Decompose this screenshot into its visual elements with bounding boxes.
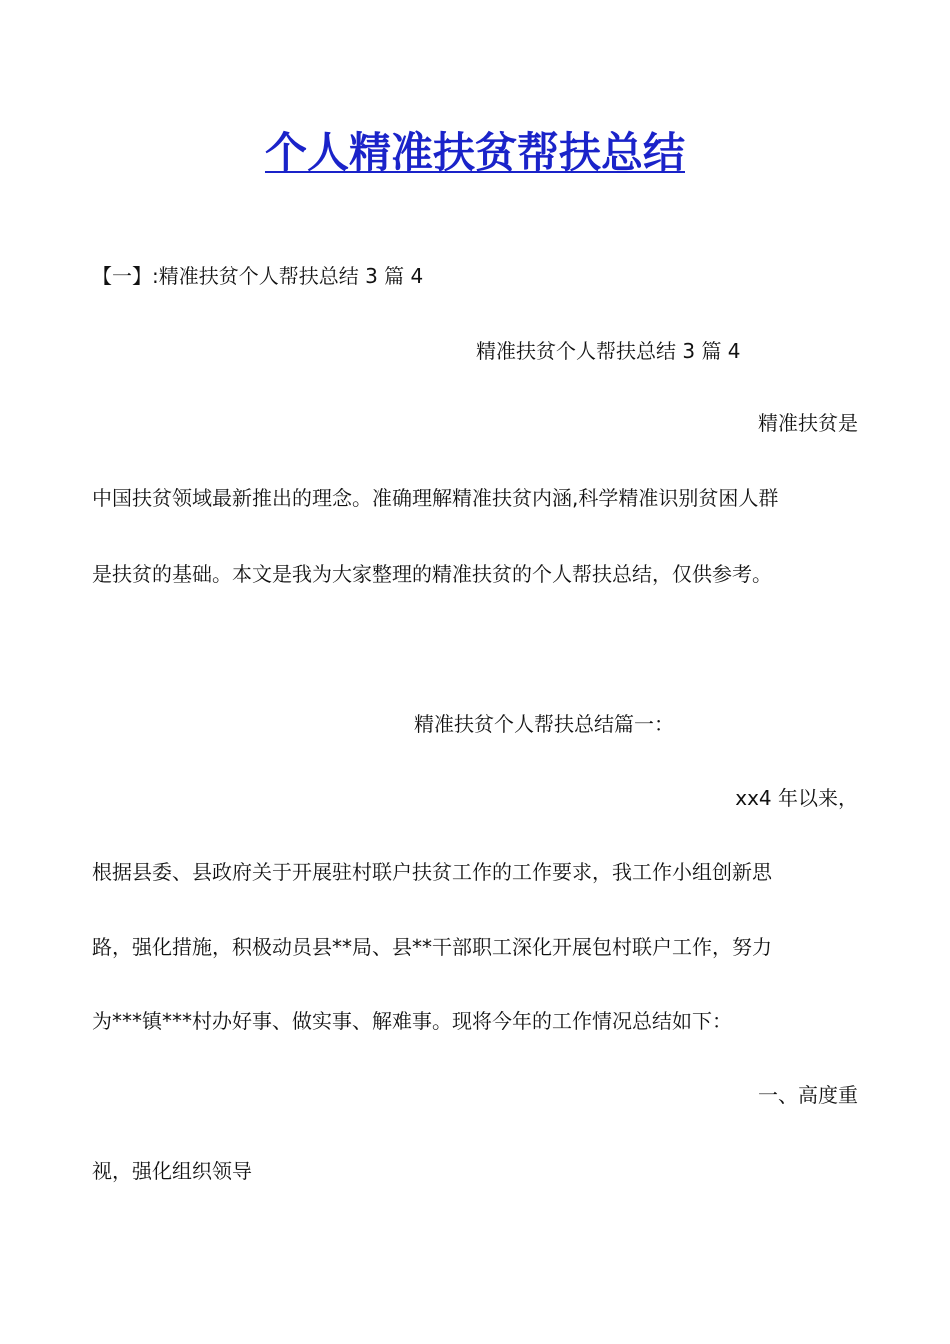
subtitle-line: 精准扶贫个人帮扶总结 3 篇 4 — [476, 339, 741, 363]
paragraph-line: 为***镇***村办好事、做实事、解难事。现将今年的工作情况总结如下： — [92, 1009, 732, 1033]
paragraph-line: 路，强化措施，积极动员县**局、县**干部职工深化开展包村联户工作，努力 — [92, 935, 772, 959]
paragraph-line: 一、高度重 — [758, 1083, 858, 1107]
paragraph-line: 视，强化组织领导 — [92, 1159, 252, 1183]
paragraph-line: 精准扶贫是 — [758, 411, 858, 435]
paragraph-line: 根据县委、县政府关于开展驻村联户扶贫工作的工作要求，我工作小组创新思 — [92, 860, 772, 884]
document-title: 个人精准扶贫帮扶总结 — [264, 128, 685, 177]
article-heading: 精准扶贫个人帮扶总结篇一： — [414, 712, 674, 736]
section-heading: 【一】:精准扶贫个人帮扶总结 3 篇 4 — [92, 264, 424, 288]
paragraph-line: 是扶贫的基础。本文是我为大家整理的精准扶贫的个人帮扶总结，仅供参考。 — [92, 562, 772, 586]
paragraph-line: xx4 年以来， — [735, 786, 858, 810]
paragraph-line: 中国扶贫领域最新推出的理念。准确理解精准扶贫内涵,科学精准识别贫困人群 — [92, 486, 779, 510]
